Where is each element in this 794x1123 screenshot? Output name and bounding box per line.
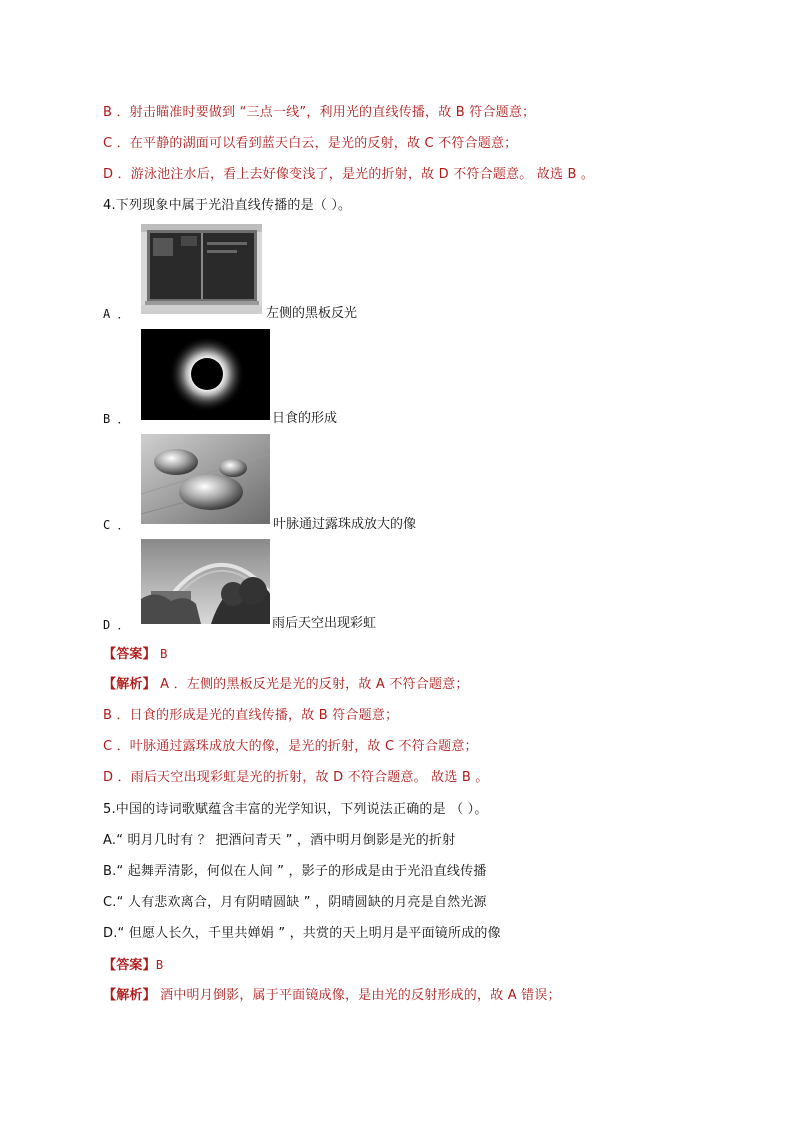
rainbow-photo	[141, 539, 270, 624]
q5-analysis-text: 酒中明月倒影，属于平面镜成像，是由光的反射形成的，故 A 错误；	[160, 988, 561, 1003]
q4-answer-value: B	[160, 647, 168, 661]
solar-eclipse-photo	[141, 329, 270, 420]
prev-explain-d: D ．游泳池注水后，看上去好像变浅了，是光的折射，故 D 不符合题意。 故选 B 。	[103, 167, 595, 182]
q5-answer-line	[103, 956, 163, 975]
q4-analysis-d: D ．雨后天空出现彩虹是光的折射，故 D 不符合题意。 故选 B 。	[103, 770, 489, 785]
q4-analysis-a: A ．左侧的黑板反光是光的反射，故 A 不符合题意；	[160, 677, 469, 692]
q4-option-a-letter: A ．	[103, 307, 130, 321]
prev-explain-b: B ．射击瞄准时要做到 “三点一线”，利用光的直线传播，故 B 符合题意；	[103, 105, 536, 120]
q5-analysis-label: 【解析】	[103, 988, 156, 1003]
q5-option-d: D.“ 但愿人长久，千里共婵娟 ” ，共赏的天上明月是平面镜所成的像	[103, 926, 501, 941]
q4-analysis-c: C ．叶脉通过露珠成放大的像，是光的折射，故 C 不符合题意；	[103, 739, 478, 754]
q4-analysis-line	[103, 676, 469, 694]
q4-option-d-caption: 雨后天空出现彩虹	[272, 616, 377, 631]
q4-question: 4.下列现象中属于光沿直线传播的是（ ）。	[103, 198, 352, 213]
blackboard-photo	[141, 224, 262, 314]
q4-answer-line	[103, 645, 168, 664]
q5-option-a: A.“ 明月几时有 ？ 把酒问青天 ” ，酒中明月倒影是光的折射	[103, 833, 456, 848]
q5-question: 5.中国的诗词歌赋蕴含丰富的光学知识，下列说法正确的是 （ ）。	[103, 802, 488, 817]
q4-option-c-caption: 叶脉通过露珠成放大的像	[273, 517, 417, 532]
q4-option-d-letter: D ．	[103, 618, 130, 632]
q4-analysis-b: B ．日食的形成是光的直线传播，故 B 符合题意；	[103, 708, 399, 723]
q5-answer-value: B	[155, 958, 164, 972]
q4-option-c-letter: C ．	[103, 518, 130, 532]
q4-option-b-letter: B ．	[103, 412, 130, 426]
q4-analysis-label: 【解析】	[103, 677, 156, 692]
q5-answer-label: 【答案】	[103, 958, 156, 973]
prev-explain-c: C ．在平静的湖面可以看到蓝天白云，是光的反射，故 C 不符合题意；	[103, 136, 518, 151]
q5-analysis-line	[103, 987, 561, 1005]
dewdrop-photo	[141, 434, 270, 524]
q4-option-b-caption: 日食的形成	[272, 411, 338, 426]
q4-option-a-caption: 左侧的黑板反光	[266, 306, 358, 321]
q5-option-c: C.“ 人有悲欢离合，月有阴晴圆缺 ” ，阴晴圆缺的月亮是自然光源	[103, 895, 487, 910]
q4-answer-label: 【答案】	[103, 647, 156, 662]
q5-option-b: B.“ 起舞弄清影，何似在人间 ” ，影子的形成是由于光沿直线传播	[103, 864, 487, 879]
